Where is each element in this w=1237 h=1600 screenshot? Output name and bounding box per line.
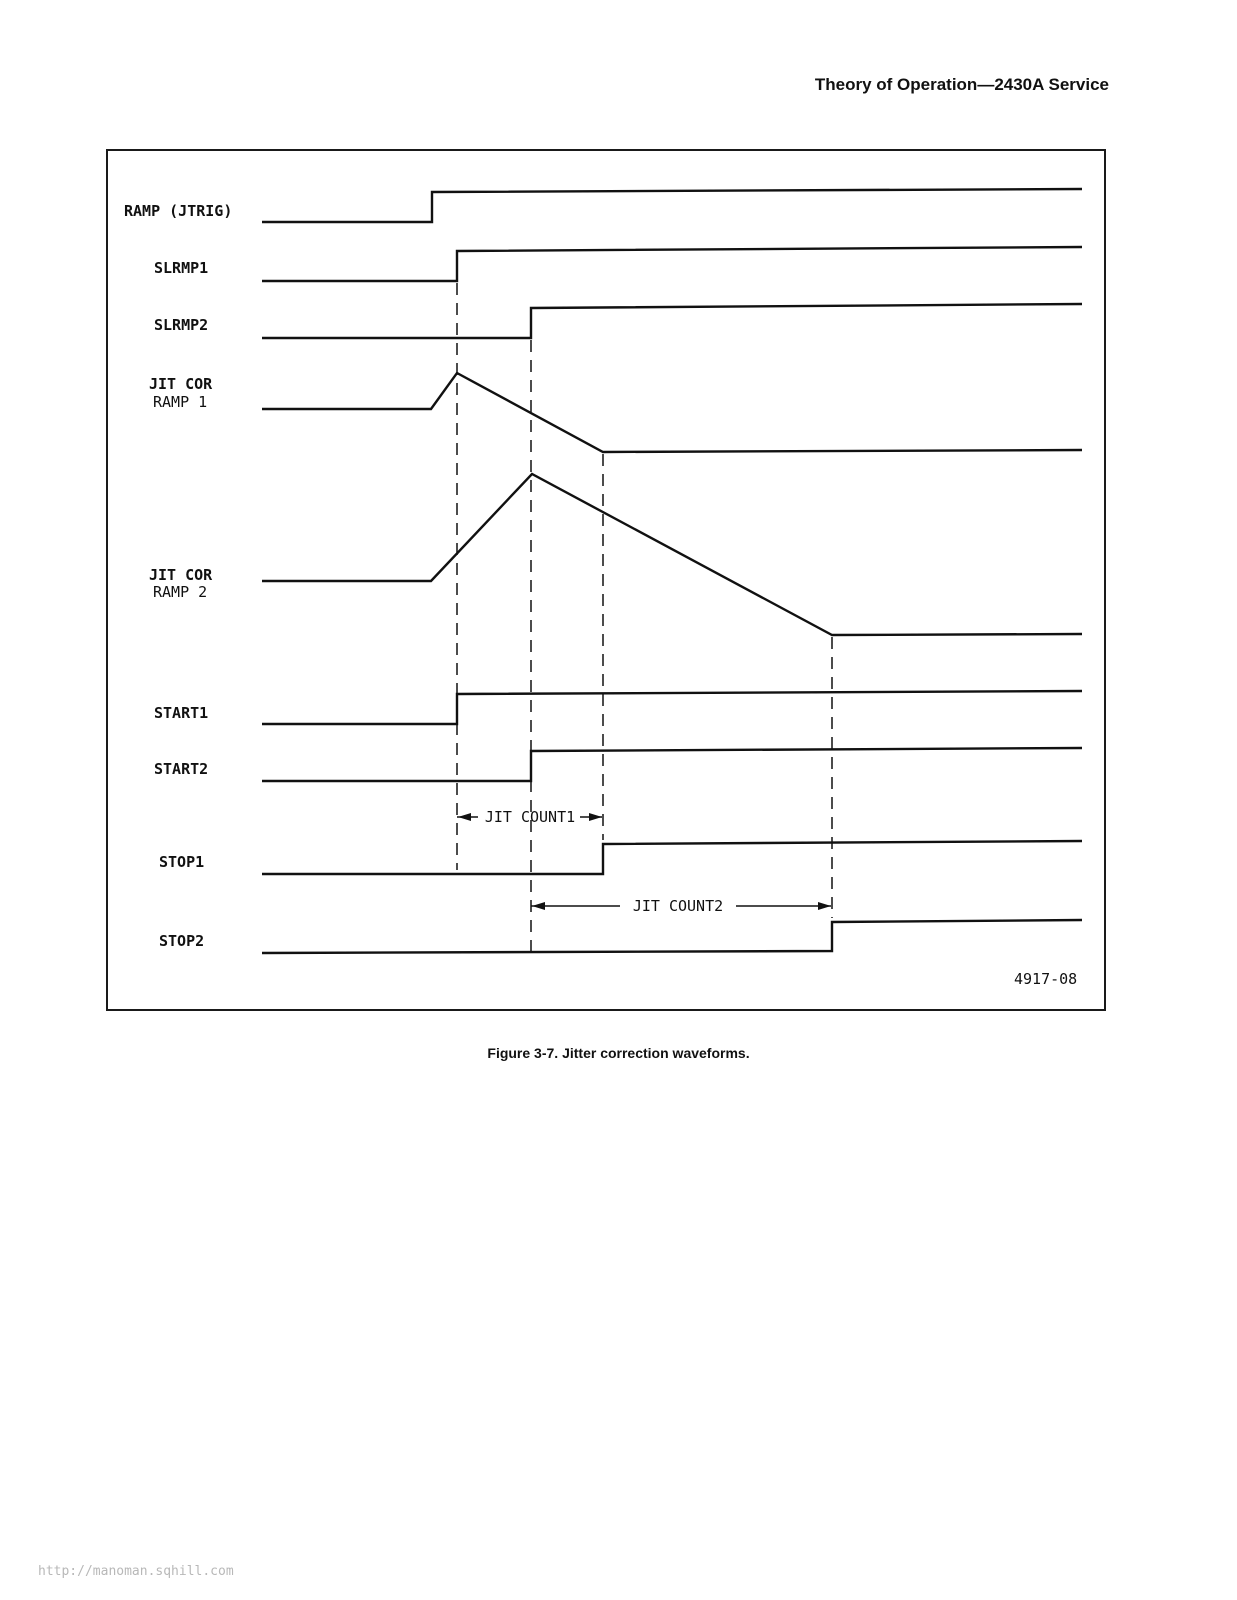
- page-header: Theory of Operation—2430A Service: [814, 75, 1109, 94]
- interval-jit-count1-label: JIT COUNT1: [484, 808, 576, 826]
- interval-jit-count1: [457, 808, 602, 826]
- label-stop2: STOP2: [159, 932, 205, 950]
- waveform-jit-cor-ramp1: [262, 373, 1082, 452]
- label-jit-cor-ramp2-line1: JIT COR: [149, 566, 213, 584]
- waveform-start2: [262, 748, 1082, 781]
- label-slrmp1: SLRMP1: [154, 259, 209, 277]
- waveform-slrmp1: [262, 247, 1082, 281]
- waveform-stop1: [262, 841, 1082, 874]
- label-start1: START1: [154, 704, 209, 722]
- label-stop1: STOP1: [159, 853, 205, 871]
- label-slrmp2: SLRMP2: [154, 316, 209, 334]
- waveform-stop2: [262, 920, 1082, 953]
- waveform-jit-cor-ramp2: [262, 474, 1082, 635]
- label-start2: START2: [154, 760, 209, 778]
- interval-jit-count2-label: JIT COUNT2: [632, 897, 724, 915]
- figure-caption: Figure 3-7. Jitter correction waveforms.: [487, 1045, 750, 1061]
- label-jit-cor-ramp1-line2: RAMP 1: [153, 393, 208, 411]
- label-jit-cor-ramp1-line1: JIT COR: [149, 375, 213, 393]
- interval-jit-count2: [531, 897, 831, 915]
- label-ramp-jtrig: RAMP (JTRIG): [124, 202, 233, 220]
- waveform-start1: [262, 691, 1082, 724]
- label-jit-cor-ramp2-line2: RAMP 2: [153, 583, 208, 601]
- source-watermark: http://manoman.sqhill.com: [38, 1564, 234, 1579]
- waveform-slrmp2: [262, 304, 1082, 338]
- waveform-ramp-jtrig: [262, 189, 1082, 222]
- figure-id: 4917-08: [1014, 970, 1078, 988]
